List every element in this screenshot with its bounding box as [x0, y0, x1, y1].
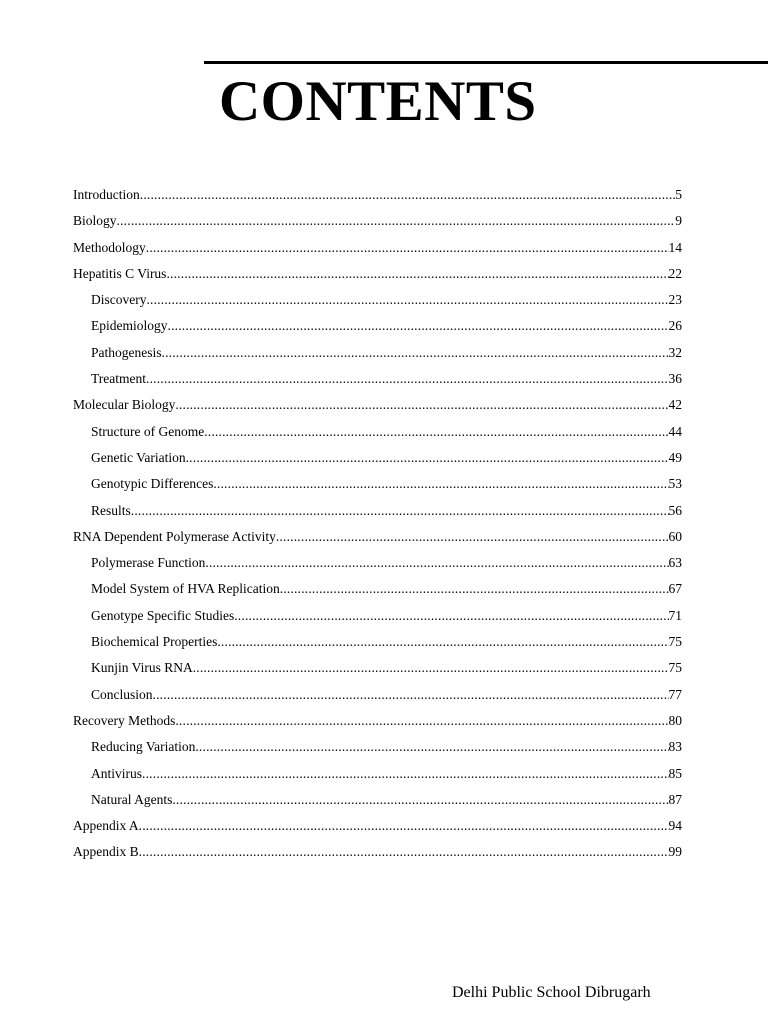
toc-entry: [73, 629, 682, 655]
toc-entry-title: Structure of Genome: [91, 423, 205, 439]
toc-entry: [73, 182, 682, 208]
toc-entry-page: 5: [675, 187, 682, 202]
toc-entry-page: 71: [668, 607, 682, 623]
toc-entry: [73, 603, 682, 629]
toc-entry-page: 94: [668, 818, 682, 834]
toc-entry-title: Results: [91, 502, 131, 518]
toc-entry-page: 63: [668, 555, 682, 571]
toc-entry: [73, 208, 682, 234]
toc-dot-leader: [204, 419, 668, 445]
toc-entry: [73, 734, 682, 760]
toc-entry-title: Epidemiology: [91, 318, 168, 334]
toc-entry-page: 26: [668, 318, 682, 334]
toc-entry-title: Genetic Variation: [91, 449, 186, 465]
toc-entry-page: 49: [668, 449, 682, 465]
toc-dot-leader: [195, 734, 668, 760]
toc-dot-leader: [146, 287, 668, 313]
toc-entry-title: Biochemical Properties: [91, 634, 218, 650]
toc-entry-page: 9: [675, 213, 682, 229]
toc-entry-title: Antivirus: [91, 765, 143, 781]
toc-entry: [73, 498, 682, 524]
toc-entry-page: 22: [668, 265, 682, 281]
toc-dot-leader: [217, 629, 668, 655]
toc-entry-page: 60: [668, 528, 682, 544]
toc-entry-page: 99: [668, 844, 682, 860]
toc-dot-leader: [146, 366, 669, 392]
toc-entry-title: Reducing Variation: [91, 739, 196, 755]
toc-entry-title: Recovery Methods: [73, 712, 176, 728]
toc-entry: [73, 708, 682, 734]
toc-entry-page: 53: [668, 476, 682, 492]
toc-entry-page: 23: [668, 292, 682, 308]
toc-entry-page: 56: [668, 502, 682, 518]
toc-entry: [73, 524, 682, 550]
toc-entry-page: 85: [668, 765, 682, 781]
toc-entry-title: Appendix B: [73, 844, 139, 860]
toc-entry: [73, 839, 682, 865]
toc-entry-page: 14: [668, 239, 682, 255]
toc-entry-page: 75: [668, 660, 682, 676]
toc-entry-title: Molecular Biology: [73, 397, 176, 413]
toc-entry: [73, 813, 682, 839]
toc-dot-leader: [186, 445, 669, 471]
toc-entry-title: Genotypic Differences: [91, 476, 214, 492]
page-title: CONTENTS: [219, 70, 537, 133]
toc-entry: [73, 287, 682, 313]
toc-entry: [73, 235, 682, 261]
toc-dot-leader: [131, 498, 669, 524]
toc-dot-leader: [234, 603, 668, 629]
toc-entry-title: RNA Dependent Polymerase Activity: [73, 528, 276, 544]
toc-entry: [73, 340, 682, 366]
toc-dot-leader: [276, 524, 669, 550]
toc-entry: [73, 655, 682, 681]
toc-entry: [73, 419, 682, 445]
toc-entry: [73, 392, 682, 418]
toc-entry-title: Appendix A: [73, 818, 139, 834]
toc-entry-page: 36: [668, 371, 682, 387]
toc-entry-page: 80: [668, 712, 682, 728]
toc-entry: [73, 576, 682, 602]
toc-entry: [73, 471, 682, 497]
toc-dot-leader: [175, 392, 668, 418]
toc-dot-leader: [162, 340, 669, 366]
toc-dot-leader: [139, 813, 669, 839]
toc-entry-page: 42: [668, 397, 682, 413]
toc-entry: [73, 366, 682, 392]
toc-entry: [73, 550, 682, 576]
toc-dot-leader: [193, 655, 669, 681]
toc-dot-leader: [175, 708, 668, 734]
toc-entry-title: Hepatitis C Virus: [73, 265, 167, 281]
toc-entry-page: 77: [668, 686, 682, 702]
toc-entry-title: Natural Agents: [91, 791, 173, 807]
toc-entry-title: Introduction: [73, 187, 140, 202]
toc-entry-title: Treatment: [91, 371, 146, 387]
toc-entry-title: Biology: [73, 213, 117, 229]
toc-entry-page: 32: [668, 344, 682, 360]
page-footer: Delhi Public School Dibrugarh: [452, 984, 651, 1001]
toc-entry-title: Genotype Specific Studies: [91, 607, 235, 623]
table-of-contents: [73, 182, 682, 866]
title-rule: [204, 61, 768, 64]
toc-entry-page: 67: [668, 581, 682, 597]
toc-dot-leader: [153, 682, 669, 708]
toc-entry-page: 83: [668, 739, 682, 755]
toc-dot-leader: [168, 313, 669, 339]
toc-dot-leader: [139, 839, 669, 865]
toc-dot-leader: [205, 550, 668, 576]
toc-dot-leader: [166, 261, 668, 287]
toc-dot-leader: [146, 235, 669, 261]
toc-entry: [73, 761, 682, 787]
toc-entry: [73, 787, 682, 813]
toc-dot-leader: [140, 182, 676, 208]
toc-dot-leader: [280, 576, 669, 602]
toc-entry-title: Discovery: [91, 292, 147, 308]
toc-entry: [73, 313, 682, 339]
toc-entry-title: Kunjin Virus RNA: [91, 660, 193, 676]
toc-dot-leader: [142, 761, 668, 787]
toc-entry: [73, 682, 682, 708]
toc-dot-leader: [213, 471, 668, 497]
toc-entry-title: Polymerase Function: [91, 555, 206, 571]
toc-entry-title: Pathogenesis: [91, 344, 162, 360]
toc-entry: [73, 445, 682, 471]
toc-entry-page: 44: [668, 423, 682, 439]
toc-entry-title: Conclusion: [91, 686, 153, 702]
toc-dot-leader: [117, 208, 676, 234]
toc-dot-leader: [172, 787, 668, 813]
toc-entry-title: Methodology: [73, 239, 146, 255]
toc-entry-title: Model System of HVA Replication: [91, 581, 280, 597]
toc-entry: [73, 261, 682, 287]
toc-entry-page: 87: [668, 791, 682, 807]
toc-entry-page: 75: [668, 634, 682, 650]
